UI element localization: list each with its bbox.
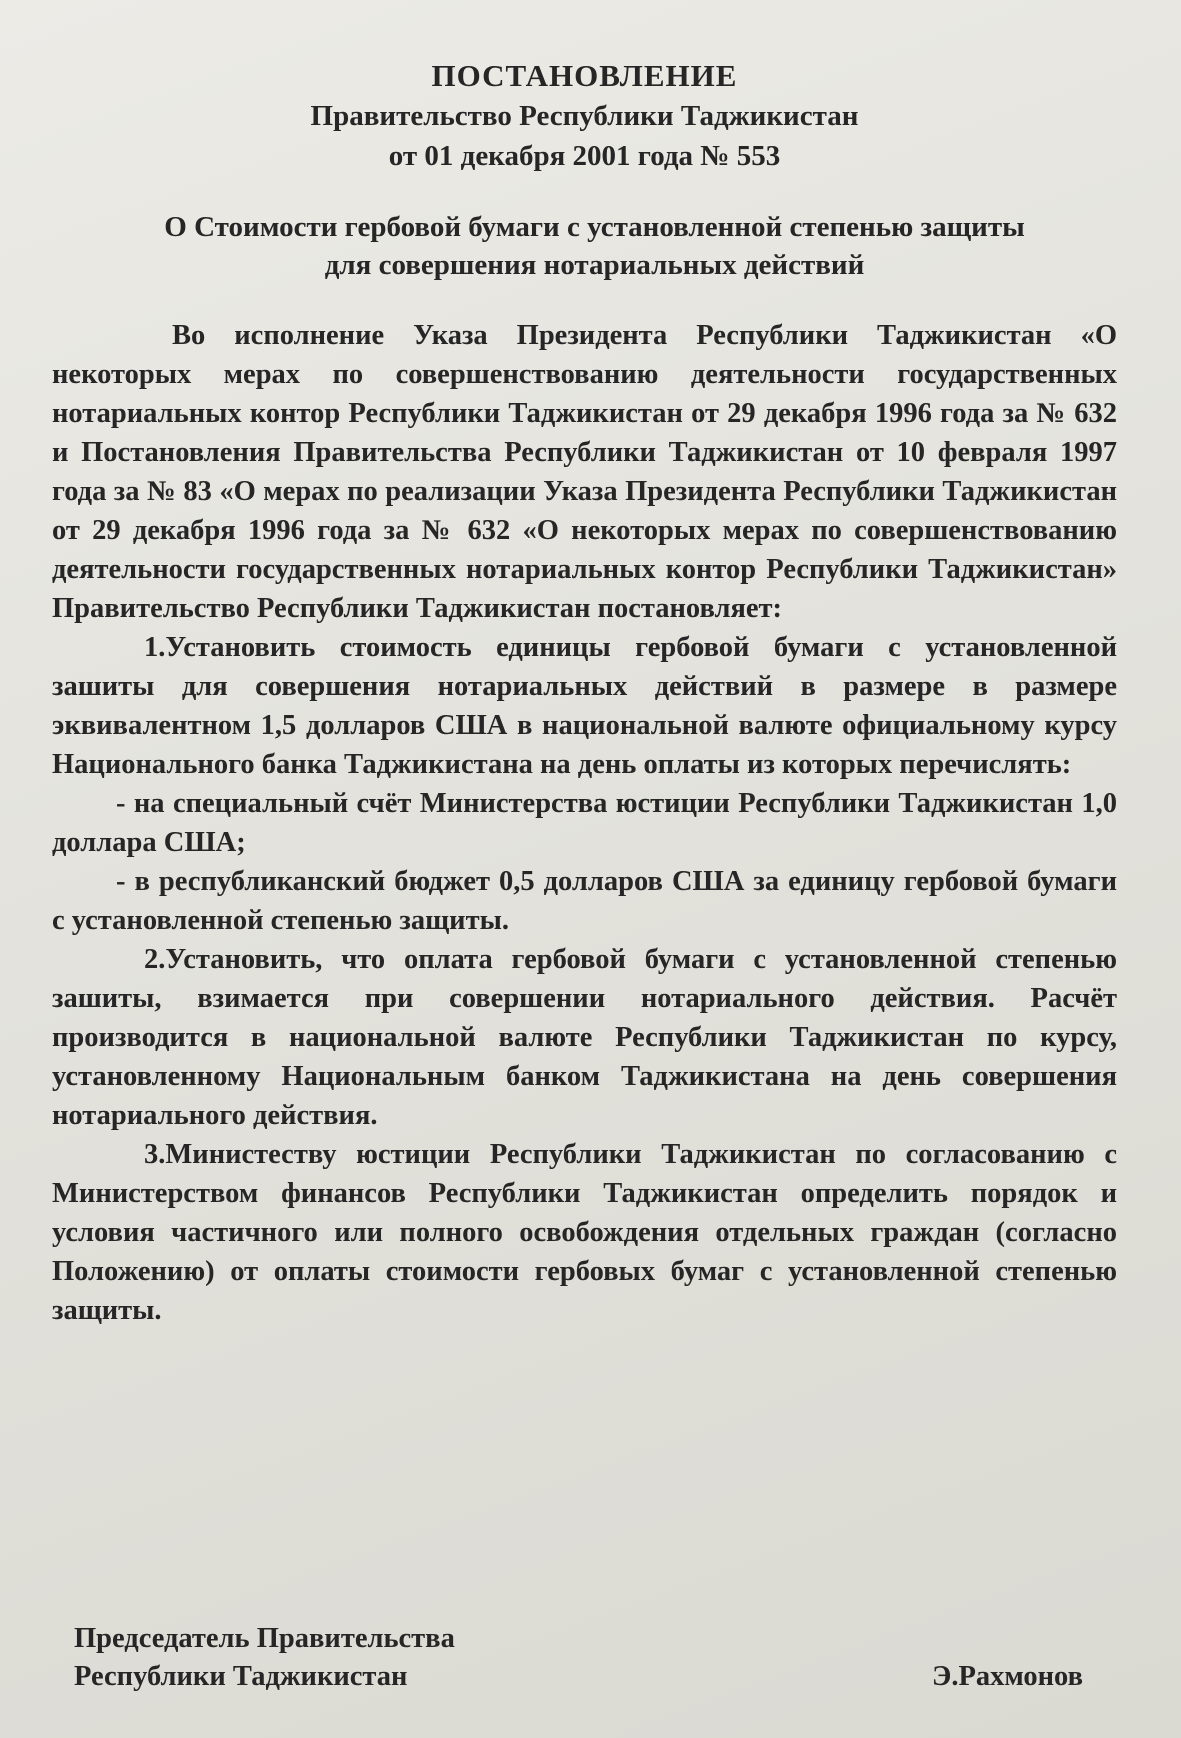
document-body [52, 316, 1117, 1330]
signature-block [74, 1620, 1083, 1696]
signatory-name: Э.Рахмонов [931, 1661, 1083, 1692]
document-title: ПОСТАНОВЛЕНИЕ [431, 58, 738, 93]
date-number-line: от 01 декабря 2001 года № 553 [388, 140, 781, 172]
item-2-paragraph: 2.Установить, что оплата гербовой бумаги с установленной степенью зашиты, взимается при совершении нотариального действия. Расчёт производится в национальной валюте Республики Таджикистан по курсу, установленному Национальным банком Таджикистана на день совершения нотариального действия. [52, 944, 1117, 1131]
item-1-dash-1: - на специальный счёт Министерства юстиции Республики Таджикистан 1,0 доллара США; [52, 788, 1117, 858]
subject-line-2: для совершения нотариальных действий [324, 249, 865, 281]
signatory-position-2: Республики Таджикистан [74, 1661, 408, 1692]
item-1-paragraph: 1.Установить стоимость единицы гербовой бумаги с установленной зашиты для совершения нотариальных действий в размере в размере эквивалентном 1,5 долларов США в национальной валюте официальному курсу Национального банка Таджикистана на день оплаты из которых перечислять: [52, 632, 1117, 780]
subject-heading [52, 208, 1117, 284]
item-3-paragraph: 3.Министеству юстиции Республики Таджикистан по согласованию с Министерством финансов Республики Таджикистан определить порядок и условия частичного или полного освобождения отдельных граждан (согласно Положению) от оплаты стоимости гербовых бумаг с установленной степенью защиты. [52, 1139, 1117, 1326]
signatory-position-1: Председатель Правительства [74, 1623, 455, 1654]
item-1-dash-2: - в республиканский бюджет 0,5 долларов США за единицу гербовой бумаги с установленной степенью защиты. [52, 866, 1117, 936]
subject-line-1: О Стоимости гербовой бумаги с установленной степенью защиты [164, 211, 1025, 243]
preamble-paragraph: Во исполнение Указа Президента Республики Таджикистан «О некоторых мерах по совершенствованию деятельности государственных нотариальных контор Республики Таджикистан от 29 декабря 1996 года за № 632 и Постановления Правительства Республики Таджикистан от 10 февраля 1997 года за № 83 «О мерах по реализации Указа Президента Республики Таджикистан от 29 декабря 1996 года за № 632 «О некоторых мерах по совершенствованию деятельности государственных нотариальных контор Республики Таджикистан» Правительство Республики Таджикистан постановляет: [52, 320, 1117, 624]
issuer-line: Правительство Республики Таджикистан [310, 100, 859, 132]
